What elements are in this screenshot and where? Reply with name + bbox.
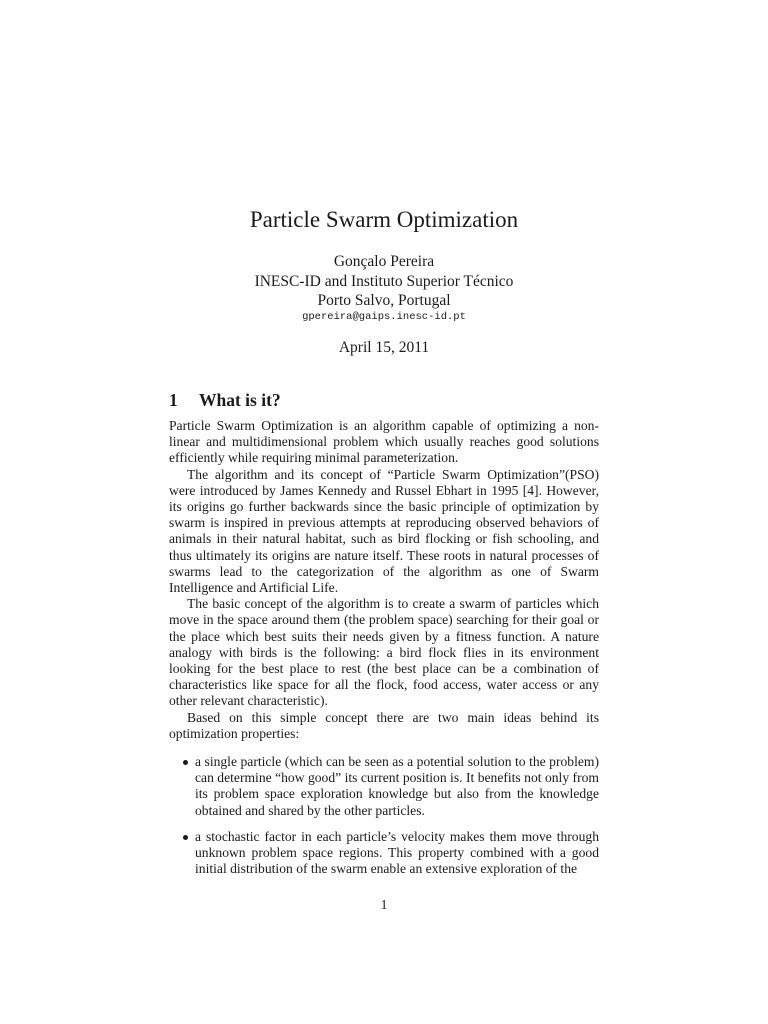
paragraph: The basic concept of the algorithm is to create a swarm of particles which move in the space around them (the problem space) searching for their goal or the place which best suits their needs given by a fitness function. A nature analogy with birds is the following: a bird flock flies in its environment looking for the best place to rest (the best place can be a combination of characteristics like space for all the flock, food access, water access or any other relevant characteristic). — [169, 596, 599, 709]
bullet-icon — [183, 760, 188, 765]
section-number: 1 — [169, 390, 178, 410]
paper-date: April 15, 2011 — [338, 339, 430, 356]
list-item — [169, 754, 599, 819]
author-name: Gonçalo Pereira — [333, 253, 435, 270]
page-number: 1 — [380, 897, 388, 912]
list-item-text: a single particle (which can be seen as a potential solution to the problem) can determine “how good” its current position is. It benefits not only from its problem space exploration knowledge but also from the knowledge obtained and shared by the other particles. — [195, 754, 599, 818]
author-email[interactable]: gpereira@gaips.inesc-id.pt — [302, 311, 466, 323]
author-affiliation: INESC-ID and Instituto Superior Técnico — [254, 273, 514, 290]
author-location: Porto Salvo, Portugal — [317, 292, 451, 309]
bullet-icon — [183, 835, 188, 840]
list-item-text: a stochastic factor in each particle’s velocity makes them move through unknown problem space regions. This property combined with a good initial distribution of the swarm enable an extensive exploration of the — [195, 828, 599, 877]
section-title: What is it? — [199, 390, 281, 410]
paper-title: Particle Swarm Optimization — [249, 207, 519, 232]
paragraph: The algorithm and its concept of “Particle Swarm Optimization”(PSO) were introduced by James Kennedy and Russel Ebhart in 1995 [4]. However, its origins go further backwards since the basic principle of optimization by swarm is inspired in previous attempts at reproducing observed behaviors of animals in their natural habitat, such as bird flocking or fish schooling, and thus ultimately its origins are nature itself. These roots in natural processes of swarms lead to the categorization of the algorithm as one of Swarm Intelligence and Artificial Life. — [169, 466, 599, 596]
bullet-list — [169, 754, 599, 877]
section-heading — [169, 388, 281, 412]
list-item — [169, 829, 599, 878]
paragraph: Based on this simple concept there are two main ideas behind its optimization properties: — [169, 709, 599, 741]
section-body — [169, 418, 599, 887]
paragraph: Particle Swarm Optimization is an algorithm capable of optimizing a non-linear and multidimensional problem which usually reaches good solutions efficiently while requiring minimal parameterization. — [169, 418, 599, 466]
